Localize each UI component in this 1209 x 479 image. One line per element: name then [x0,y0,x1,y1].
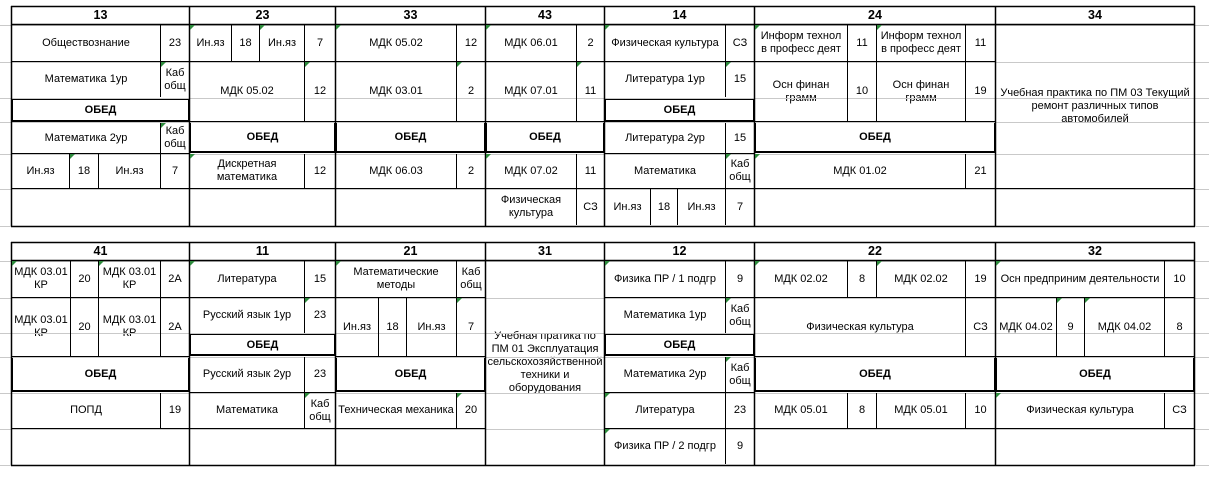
lunch-break: ОБЕД [754,356,996,392]
lesson-name: Математика [634,164,696,177]
room-number: 23 [313,309,327,321]
room-number: 18 [386,320,399,333]
comment-marker-icon [605,25,610,30]
comment-marker-icon [726,357,731,362]
group-header-43: 43 [538,8,552,22]
comment-marker-icon [12,261,17,266]
comment-marker-icon [161,123,166,128]
lesson-name: Осн предприним деятельности [1000,272,1160,285]
group-header-11: 11 [255,244,270,258]
room-number: 7 [316,36,324,49]
room-number: 12 [313,164,327,177]
room-number: СЗ [1172,404,1187,416]
room-number: 20 [78,272,91,285]
practice-block: Учебная пратика по ПМ 01 Эксплуатация сельскохозяйственной техники и оборудования [487,330,603,394]
lesson-name: МДК 02.02 [894,272,948,285]
room-number: 10 [974,404,987,416]
lesson-name: Математика 1ур [623,309,707,321]
room-number: 2 [467,85,475,97]
room-number: 15 [313,272,327,285]
lesson-name: Ин.яз [342,320,372,333]
room-number: 10 [855,85,869,97]
room-number: 12 [464,36,478,49]
lesson-name: Техническая механика [338,404,454,416]
room-number: 11 [974,36,987,49]
comment-marker-icon [336,261,341,266]
lesson-name: Физика ПР / 1 подгр [614,272,716,285]
lesson-name: Ин.яз [417,320,446,333]
comment-marker-icon [755,25,760,30]
lesson-name: МДК 03.01 [369,85,423,97]
room-number: 19 [974,272,987,285]
comment-marker-icon [305,298,310,303]
room-number: 12 [313,85,327,97]
comment-marker-icon [305,393,310,398]
room-number: 2 [587,36,594,49]
room-number: 7 [736,200,744,213]
practice-block: Учебная практика по ПМ 03 Текущий ремонт различных типов автомобилей [1000,87,1190,125]
room-number: 15 [733,73,747,85]
lunch-break: ОБЕД [604,333,755,356]
room-number: СЗ [583,200,598,213]
room-number: 19 [168,404,182,416]
room-number: 18 [239,36,252,49]
comment-marker-icon [260,25,265,30]
lesson-name: Ин.яз [687,200,716,213]
group-header-14: 14 [672,8,687,22]
lesson-name: МДК 03.01 КР [14,266,68,291]
group-header-31: 31 [538,244,552,258]
lesson-name: МДК 04.02 [1097,320,1152,333]
comment-marker-icon [1085,298,1090,303]
comment-marker-icon [755,154,760,159]
group-header-22: 22 [868,244,882,258]
lesson-name: Математические методы [353,266,439,291]
room-number: 15 [733,131,747,144]
comment-marker-icon [190,154,195,159]
lesson-name: Осн финан грамм [892,78,950,104]
room-number: Каб общ [309,397,331,423]
comment-marker-icon [457,393,462,398]
lesson-name: МДК 05.02 [220,85,274,97]
lesson-name: МДК 06.03 [369,164,423,177]
group-header-32: 32 [1088,244,1102,258]
comment-marker-icon [457,62,462,67]
room-number: 7 [171,164,179,177]
lesson-name: МДК 03.01 КР [14,314,68,339]
lesson-name: МДК 07.02 [504,164,558,177]
room-number: 21 [974,164,987,177]
comment-marker-icon [1057,298,1062,303]
room-number: 23 [733,404,747,416]
lesson-name: Информ технол в професс деят [760,30,842,55]
room-number: 23 [313,368,327,380]
lesson-name: МДК 04.02 [999,320,1053,333]
lesson-name: Математика 2ур [623,368,707,380]
lesson-name: Осн финан грамм [772,78,830,104]
lesson-name: Физическая культура [806,320,914,333]
comment-marker-icon [996,393,1001,398]
group-header-34: 34 [1088,8,1102,22]
room-number: 9 [736,272,744,285]
room-number: 11 [584,85,597,97]
room-number: 10 [1173,272,1186,285]
room-number: СЗ [973,320,988,333]
room-number: 2А [168,272,182,285]
lesson-name: Математика 2ур [44,131,128,144]
comment-marker-icon [726,154,731,159]
lesson-name: МДК 05.01 [774,404,828,416]
room-number: 7 [467,320,475,333]
lesson-name: Физика ПР / 2 подгр [614,440,716,452]
room-number: СЗ [732,36,748,49]
room-number: Каб общ [164,66,186,92]
room-number: 9 [736,440,744,452]
lesson-name: Физическая культура [611,36,719,49]
lunch-break: ОБЕД [604,98,755,122]
room-number: 20 [78,320,91,333]
group-header-23: 23 [255,8,270,22]
room-number: 20 [464,404,478,416]
lesson-name: МДК 03.01 КР [102,266,157,291]
room-number: Каб общ [729,361,751,387]
room-number: 23 [168,36,182,49]
lesson-name: Литература [217,272,277,285]
comment-marker-icon [486,154,491,159]
comment-marker-icon [605,261,610,266]
room-number: 9 [1067,320,1074,333]
comment-marker-icon [605,393,610,398]
comment-marker-icon [457,298,462,303]
comment-marker-icon [305,62,310,67]
room-number: 8 [858,404,866,416]
lesson-name: Русский язык 2ур [202,368,292,380]
lesson-name: Литература 2ур [625,131,705,144]
comment-marker-icon [726,298,731,303]
group-header-13: 13 [93,8,108,22]
lunch-break: ОБЕД [335,356,486,392]
lesson-name: МДК 02.02 [774,272,828,285]
lesson-name: Ин.яз [613,200,642,213]
comment-marker-icon [486,25,491,30]
lesson-name: МДК 06.01 [504,36,558,49]
lesson-name: МДК 05.01 [894,404,948,416]
comment-marker-icon [877,25,882,30]
lesson-name: МДК 07.01 [504,85,558,97]
comment-marker-icon [877,261,882,266]
room-number: Каб общ [729,158,751,183]
room-number: 8 [858,272,866,285]
lesson-name: Обществознание [42,36,130,49]
room-number: Каб общ [729,302,751,328]
room-number: Каб общ [460,266,482,291]
comment-marker-icon [161,62,166,67]
lesson-name: Литература [635,404,695,416]
lesson-name: Физическая культура [1026,404,1134,416]
lesson-name: Ин.яз [115,164,144,177]
lesson-name: Математика 1ур [44,73,128,85]
comment-marker-icon [755,261,760,266]
lesson-name: Ин.яз [267,36,297,49]
room-number: 11 [584,164,597,177]
lesson-name: МДК 03.01 КР [102,314,157,339]
lesson-name: Ин.яз [26,164,55,177]
comment-marker-icon [726,62,731,67]
lesson-name: ПОПД [70,404,102,416]
group-header-12: 12 [672,244,687,258]
lunch-break: ОБЕД [189,333,336,356]
group-header-41: 41 [93,244,108,258]
lunch-break: ОБЕД [189,121,336,153]
lunch-break: ОБЕД [485,121,605,153]
lesson-name: МДК 01.02 [833,164,887,177]
lunch-break: ОБЕД [11,98,190,122]
comment-marker-icon [996,261,1001,266]
group-header-21: 21 [403,244,418,258]
lunch-break: ОБЕД [335,121,486,153]
room-number: 19 [974,85,987,97]
room-number: Каб общ [164,125,186,150]
lunch-break: ОБЕД [754,121,996,153]
comment-marker-icon [99,261,104,266]
lesson-name: Русский язык 1ур [202,309,292,321]
lesson-name: Дискретная математика [216,158,278,183]
room-number: 18 [657,200,671,213]
lesson-name: Физическая культура [500,194,562,219]
lunch-break: ОБЕД [995,356,1195,392]
group-header-33: 33 [403,8,418,22]
room-number: 2 [467,164,475,177]
lesson-name: Ин.яз [196,36,225,49]
room-number: 11 [856,36,868,49]
lesson-name: Математика [216,404,278,416]
room-number: 8 [1176,320,1183,333]
lesson-name: Информ технол в професс деят [880,30,962,55]
comment-marker-icon [336,25,341,30]
comment-marker-icon [190,261,195,266]
comment-marker-icon [605,429,610,434]
comment-marker-icon [190,25,195,30]
lesson-name: Литература 1ур [625,73,705,85]
lunch-break: ОБЕД [11,356,190,392]
room-number: 2А [168,320,182,333]
comment-marker-icon [70,154,75,159]
lesson-name: МДК 05.02 [369,36,423,49]
comment-marker-icon [577,62,582,67]
room-number: 18 [77,164,91,177]
group-header-24: 24 [868,8,882,22]
